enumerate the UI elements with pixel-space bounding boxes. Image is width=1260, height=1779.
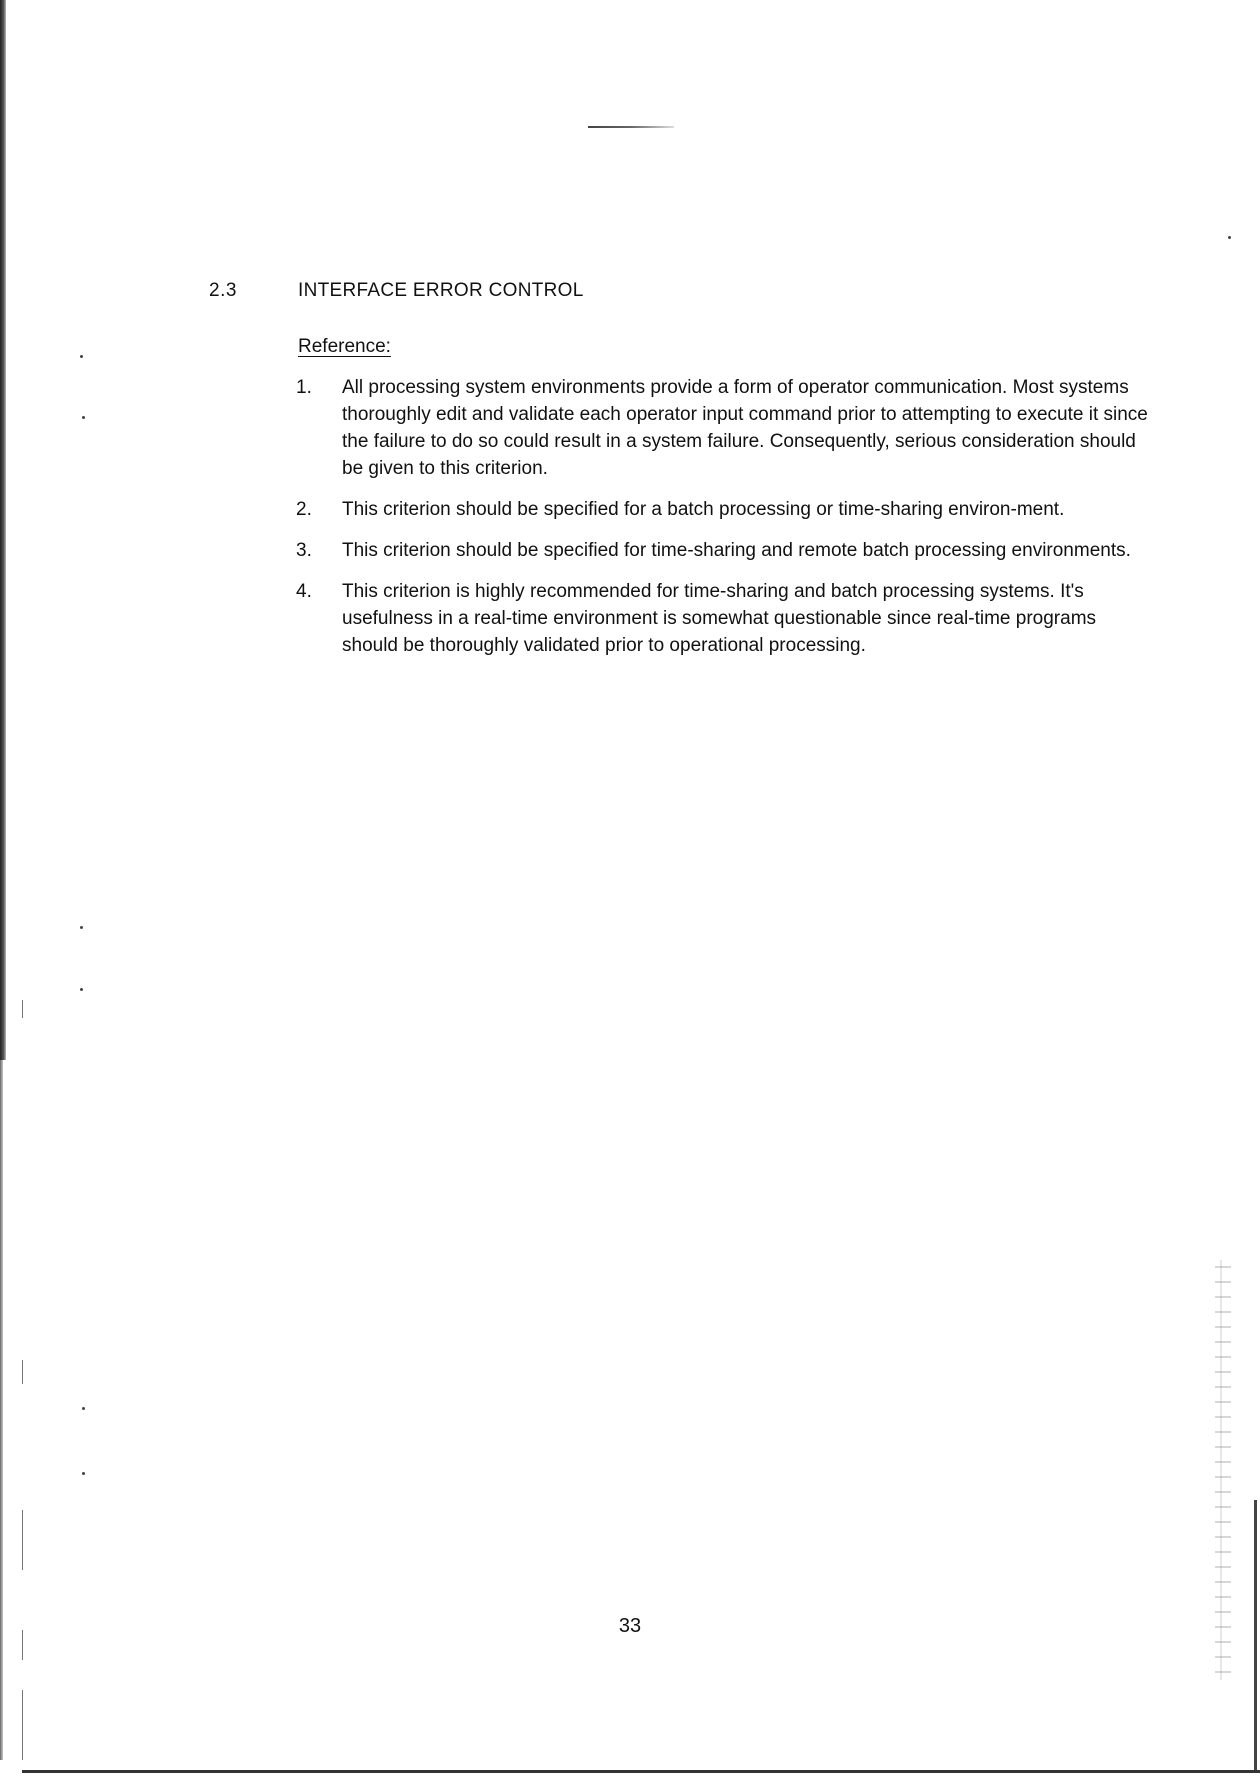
- margin-tick: [22, 1000, 23, 1018]
- margin-dot: [80, 926, 83, 929]
- reference-number: 4.: [296, 581, 312, 602]
- page-number: 33: [618, 1615, 642, 1637]
- reference-item: [296, 578, 1148, 659]
- reference-text: This criterion is highly recommended for time-sharing and batch processing systems. It's usefulness in a real-time environment is somewhat questionable since real-time programs should be thoroughly validated prior to operational processing.: [342, 581, 1097, 656]
- scan-edge-bottom: [22, 1770, 1260, 1773]
- reference-text: This criterion should be specified for a batch processing or time-sharing environ-ment.: [342, 499, 1065, 520]
- scan-edge-left: [0, 0, 6, 1060]
- scan-top-dash: [588, 126, 674, 128]
- margin-dot: [1228, 236, 1231, 239]
- section-title: INTERFACE ERROR CONTROL: [298, 280, 584, 301]
- reference-number: 1.: [296, 377, 312, 398]
- margin-tick: [22, 1360, 23, 1384]
- reference-item: [296, 374, 1148, 482]
- margin-tick: [22, 1510, 23, 1570]
- reference-item: [296, 537, 1148, 564]
- section-number: 2.3: [209, 280, 237, 301]
- margin-dot: [82, 416, 85, 419]
- margin-dot: [82, 1472, 85, 1475]
- reference-item: [296, 496, 1148, 523]
- reference-number: 2.: [296, 499, 312, 520]
- reference-text: All processing system environments provide a form of operator communication. Most systems thoroughly edit and validate each operator input command prior to attempting to execute it since the failure to do so could result in a system failure. Consequently, serious consideration should be given to this criterion.: [342, 377, 1148, 479]
- reference-number: 3.: [296, 540, 312, 561]
- margin-dot: [80, 355, 83, 358]
- margin-dot: [80, 988, 83, 991]
- scan-edge-left-lower: [0, 1060, 3, 1760]
- reference-text: This criterion should be specified for time-sharing and remote batch processing environments.: [342, 540, 1131, 561]
- reference-label: Reference:: [298, 336, 391, 357]
- margin-tick: [22, 1690, 23, 1760]
- margin-dot: [82, 1407, 85, 1410]
- reference-list: [296, 374, 1148, 659]
